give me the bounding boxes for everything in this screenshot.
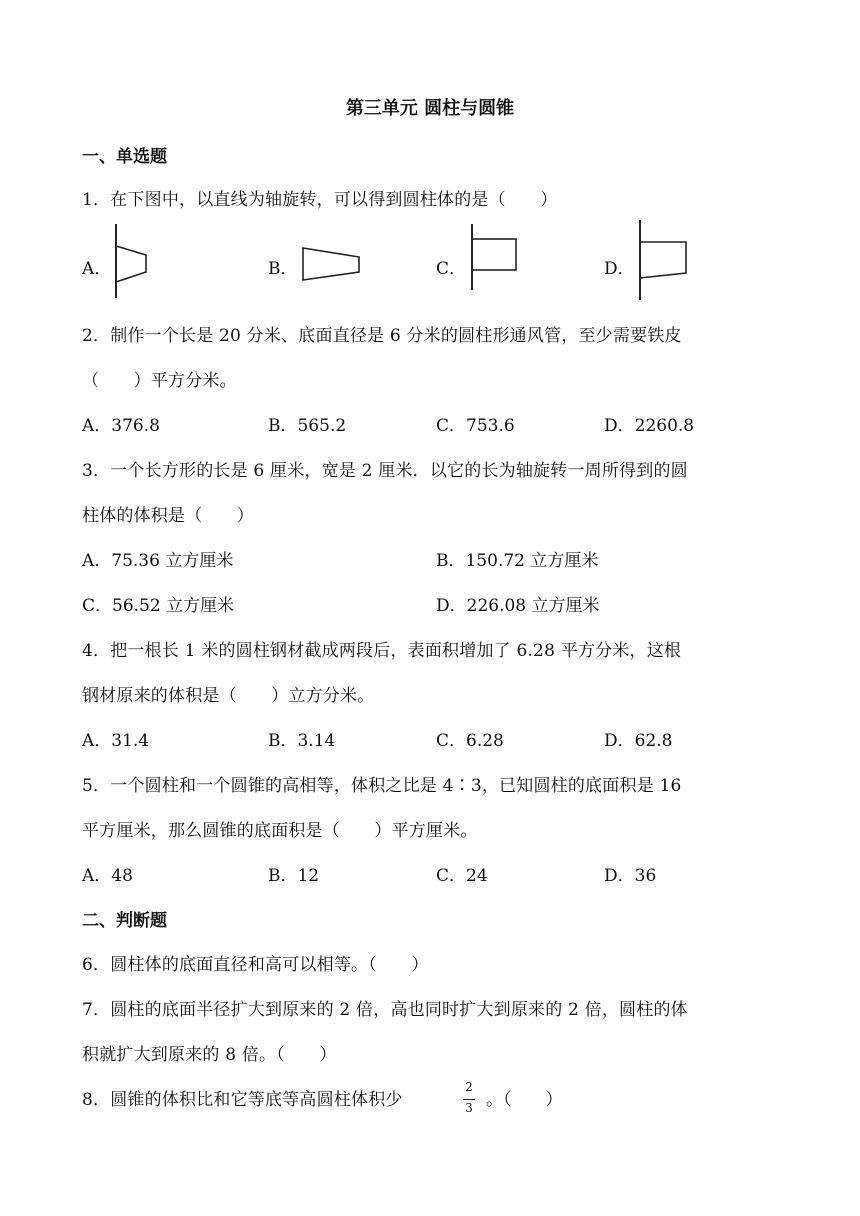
q4-option-b: B．3.14 [268,731,336,751]
q3-option-a: A．75.36 立方厘米 [82,551,234,571]
q3-option-c: C．56.52 立方厘米 [82,596,235,616]
q1-figure-b [292,222,372,302]
section-heading-true-false: 二、判断题 [82,911,167,931]
question-6-text: 6．圆柱体的底面直径和高可以相等。（ ） [82,955,429,975]
q5-option-d: D．36 [604,866,657,886]
question-2-line-2: （ ）平方分米。 [82,371,237,391]
question-2-line-1: 2．制作一个长是 20 分米、底面直径是 6 分米的圆柱形通风管，至少需要铁皮 [82,326,682,346]
question-3-line-2: 柱体的体积是（ ） [82,506,254,526]
question-1-text: 1．在下图中，以直线为轴旋转，可以得到圆柱体的是（ ） [82,190,558,210]
page-title: 第三单元 圆柱与圆锥 [345,98,515,119]
q2-option-a: A．376.8 [82,416,160,436]
question-4-line-1: 4．把一根长 1 米的圆柱钢材截成两段后，表面积增加了 6.28 平方分米，这根 [82,641,682,661]
section-heading-single-choice: 一、单选题 [82,147,167,167]
q5-option-a: A．48 [82,866,133,886]
question-7-line-1: 7．圆柱的底面半径扩大到原来的 2 倍，高也同时扩大到原来的 2 倍，圆柱的体 [82,1000,688,1020]
q1-option-c-label: C． [436,259,467,279]
question-7-line-2: 积就扩大到原来的 8 倍。（ ） [82,1045,337,1065]
question-5-line-1: 5．一个圆柱和一个圆锥的高相等，体积之比是 4∶3，已知圆柱的底面积是 16 [82,776,682,796]
question-8-text: 8．圆锥的体积比和它等底等高圆柱体积少 [82,1090,403,1110]
q1-option-b-label: B． [268,259,298,279]
q2-option-b: B．565.2 [268,416,347,436]
question-4-line-2: 钢材原来的体积是（ ）立方分米。 [82,686,375,706]
q3-option-b: B．150.72 立方厘米 [436,551,599,571]
q4-option-d: D．62.8 [604,731,673,751]
q3-option-d: D．226.08 立方厘米 [436,596,600,616]
q1-option-a-label: A． [82,259,112,279]
q1-figure-d [632,218,702,302]
q5-option-b: B．12 [268,866,320,886]
q1-figure-c [464,222,534,302]
q2-option-d: D．2260.8 [604,416,695,436]
q8-fraction-denominator: 3 [465,1101,473,1115]
q1-option-d-label: D． [604,259,635,279]
q4-option-c: C．6.28 [436,731,504,751]
question-5-line-2: 平方厘米，那么圆锥的底面积是（ ）平方厘米。 [82,821,478,841]
q2-option-c: C．753.6 [436,416,515,436]
q5-option-c: C．24 [436,866,488,886]
q4-option-a: A．31.4 [82,731,150,751]
q8-text-after: 。（ ） [486,1090,563,1110]
q1-figure-a [108,222,158,302]
q8-fraction-bar [463,1099,475,1100]
q8-fraction-numerator: 2 [465,1080,473,1094]
question-3-line-1: 3．一个长方形的长是 6 厘米，宽是 2 厘米．以它的长为轴旋转一周所得到的圆 [82,461,688,481]
